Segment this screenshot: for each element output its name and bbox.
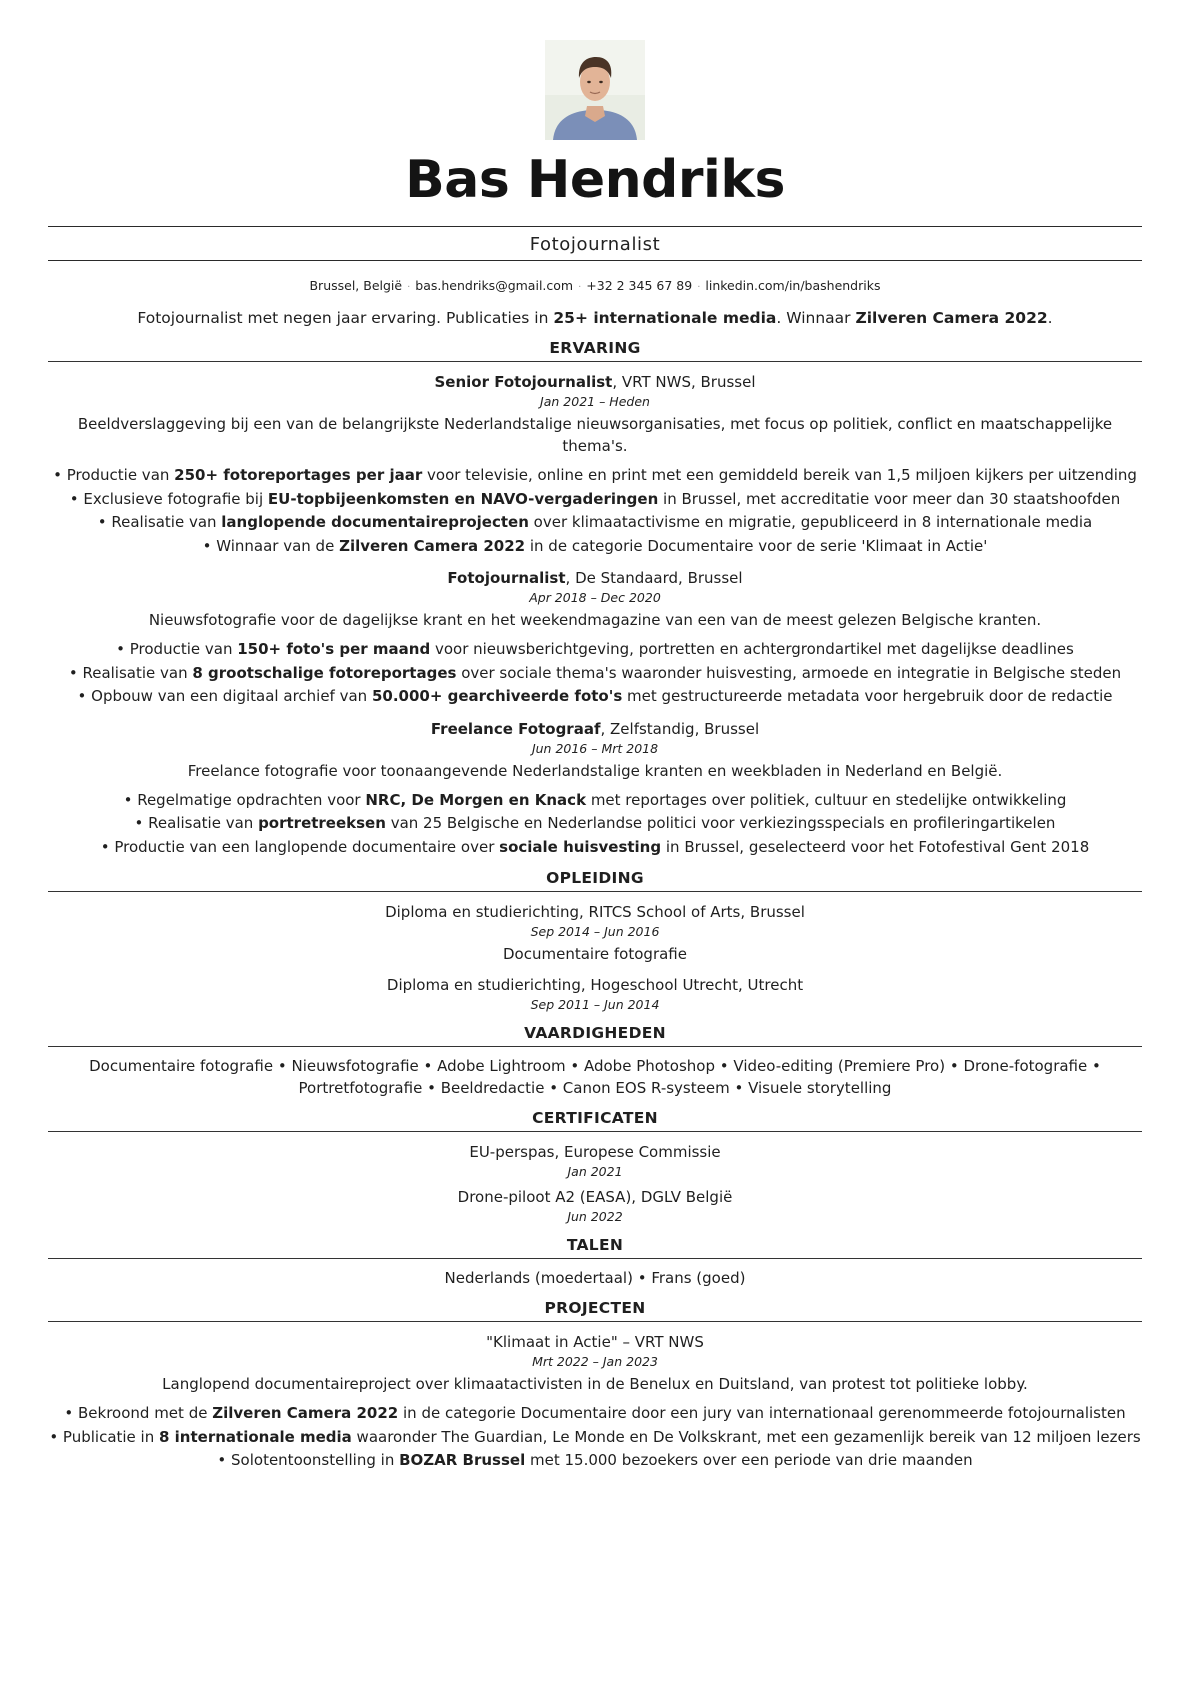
entry-date: Mrt 2022 – Jan 2023 xyxy=(532,1354,658,1369)
summary-text: . Winnaar xyxy=(776,309,856,327)
skills-list xyxy=(48,1055,1142,1099)
entry-description: Nieuwsfotografie voor de dagelijkse krant en het weekendmagazine van een van de meest gelezen Belgische kranten. xyxy=(148,611,1042,629)
entry-organization: , De Standaard, Brussel xyxy=(565,569,743,587)
bullet-item: • Winnaar van de Zilveren Camera 2022 in de categorie Documentaire voor de serie 'Klimaat in Actie' xyxy=(202,536,988,555)
skills-line: Portretfotografie • Beeldredactie • Canon EOS R-systeem • Visuele storytelling xyxy=(298,1079,892,1097)
bullet-item: • Realisatie van langlopende documentaireprojecten over klimaatactivisme en migratie, gepubliceerd in 8 internationale media xyxy=(97,513,1093,531)
bullet-item: • Realisatie van portretreeksen van 25 Belgische en Nederlandse politici voor verkiezingsspecials en profileringartikelen xyxy=(134,814,1056,832)
section-title-projects: PROJECTEN xyxy=(48,1297,1142,1322)
entry-date: Apr 2018 – Dec 2020 xyxy=(529,590,661,605)
contact-linkedin[interactable]: linkedin.com/in/bashendriks xyxy=(705,278,881,293)
entry-bullets xyxy=(48,1402,1142,1473)
profile-photo xyxy=(545,40,645,140)
bullet-item: • Productie van 150+ foto's per maand voor nieuwsberichtgeving, portretten en achtergrondartikel met dagelijkse deadlines xyxy=(116,640,1074,658)
bullet-item: • Productie van een langlopende documentaire over sociale huisvesting in Brussel, geselecteerd voor het Fotofestival Gent 2018 xyxy=(100,837,1090,856)
bullet-item: • Bekroond met de Zilveren Camera 2022 in de categorie Documentaire door een jury van internationaal gerenommeerde fotojournalisten xyxy=(64,1404,1126,1422)
entry-specialization: Documentaire fotografie xyxy=(503,945,687,963)
entry-heading: "Klimaat in Actie" – VRT NWS xyxy=(486,1333,704,1351)
contact-line xyxy=(48,277,1142,297)
entry-date: Sep 2011 – Jun 2014 xyxy=(530,997,660,1012)
section-title-experience: ERVARING xyxy=(48,337,1142,362)
entry-date: Jan 2021 xyxy=(567,1164,623,1179)
bullet-item: • Solotentoonstelling in BOZAR Brussel met 15.000 bezoekers over een periode van drie maanden xyxy=(217,1451,973,1469)
summary-highlight: 25+ internationale media xyxy=(553,309,777,327)
entry-description: Langlopend documentaireproject over klimaatactivisten in de Benelux en Duitsland, van protest tot politieke lobby. xyxy=(162,1375,1028,1393)
bullet-item: • Publicatie in 8 internationale media waaronder The Guardian, Le Monde en De Volkskrant, met een gezamenlijk bereik van 12 miljoen lezers xyxy=(49,1427,1141,1446)
entry-job-title: Senior Fotojournalist xyxy=(434,373,613,391)
portrait-image xyxy=(545,40,645,140)
entry-date: Sep 2014 – Jun 2016 xyxy=(530,924,660,939)
entry-description: Beeldverslaggeving bij een van de belangrijkste Nederlandstalige nieuwsorganisaties, met focus op politiek, conflict en maatschappelijke thema's. xyxy=(77,415,1113,455)
bullet-item: • Opbouw van een digitaal archief van 50.000+ gearchiveerde foto's met gestructureerde metadata voor hergebruik door de redactie xyxy=(77,687,1113,705)
candidate-name: Bas Hendriks xyxy=(405,150,785,210)
job-title: Fotojournalist xyxy=(48,226,1142,261)
entry-bullets xyxy=(48,464,1142,558)
experience-entry xyxy=(48,719,1142,860)
bullet-item: • Realisatie van 8 grootschalige fotoreportages over sociale thema's waaronder huisvesting, armoede en integratie in Belgische steden xyxy=(68,663,1122,682)
entry-organization: , Zelfstandig, Brussel xyxy=(600,719,760,738)
entry-heading: Diploma en studierichting, RITCS School of Arts, Brussel xyxy=(385,903,805,921)
section-title-skills: VAARDIGHEDEN xyxy=(48,1022,1142,1047)
summary-highlight: Zilveren Camera 2022 xyxy=(855,309,1048,327)
entry-bullets xyxy=(48,789,1142,860)
summary-text: . xyxy=(1047,309,1053,327)
bullet-item: • Regelmatige opdrachten voor NRC, De Morgen en Knack met reportages over politiek, cultuur en stedelijke ontwikkeling xyxy=(123,790,1067,809)
entry-date: Jan 2021 – Heden xyxy=(540,394,650,409)
summary-text: Fotojournalist met negen jaar ervaring. Publicaties in xyxy=(137,309,554,327)
entry-heading: Drone-piloot A2 (EASA), DGLV België xyxy=(457,1188,733,1206)
experience-entry xyxy=(48,372,1142,558)
contact-phone[interactable]: +32 2 345 67 89 xyxy=(586,278,693,293)
contact-location: Brussel, België xyxy=(309,278,403,293)
entry-job-title: Fotojournalist xyxy=(447,569,566,587)
certificate-entry xyxy=(48,1142,1142,1181)
experience-entry xyxy=(48,568,1142,709)
entry-bullets xyxy=(48,638,1142,709)
entry-heading: EU-perspas, Europese Commissie xyxy=(469,1143,721,1161)
education-entry xyxy=(48,902,1142,965)
entry-organization: , VRT NWS, Brussel xyxy=(612,373,756,391)
entry-heading xyxy=(48,568,1142,589)
entry-job-title: Freelance Fotograaf xyxy=(430,719,601,738)
profile-summary xyxy=(48,307,1142,329)
section-title-certificates: CERTIFICATEN xyxy=(48,1107,1142,1132)
entry-description: Freelance fotografie voor toonaangevende Nederlandstalige kranten en weekbladen in Nederland en België. xyxy=(187,761,1003,780)
bullet-item: • Exclusieve fotografie bij EU-topbijeenkomsten en NAVO-vergaderingen in Brussel, met accreditatie voor meer dan 30 staatshoofden xyxy=(69,489,1121,508)
resume-page xyxy=(48,40,1142,1473)
entry-heading: Diploma en studierichting, Hogeschool Utrecht, Utrecht xyxy=(386,976,804,994)
entry-heading xyxy=(48,719,1142,740)
separator-dot: · xyxy=(697,282,701,293)
separator-dot: · xyxy=(407,282,411,293)
entry-heading xyxy=(48,372,1142,393)
separator-dot: · xyxy=(578,282,582,293)
entry-date: Jun 2022 xyxy=(567,1209,623,1224)
entry-date: Jun 2016 – Mrt 2018 xyxy=(531,740,659,756)
education-entry xyxy=(48,975,1142,1014)
certificate-entry xyxy=(48,1187,1142,1226)
contact-email[interactable]: bas.hendriks@gmail.com xyxy=(415,278,574,293)
bullet-item: • Productie van 250+ fotoreportages per jaar voor televisie, online en print met een gemiddeld bereik van 1,5 miljoen kijkers per uitzending xyxy=(53,466,1137,484)
section-title-languages: TALEN xyxy=(48,1234,1142,1259)
project-entry xyxy=(48,1332,1142,1473)
skills-line: Documentaire fotografie • Nieuwsfotografie • Adobe Lightroom • Adobe Photoshop • Video-editing (Premiere Pro) • Drone-fotografie • xyxy=(89,1057,1101,1075)
languages-list: Nederlands (moedertaal) • Frans (goed) xyxy=(444,1269,746,1287)
section-title-education: OPLEIDING xyxy=(48,867,1142,892)
